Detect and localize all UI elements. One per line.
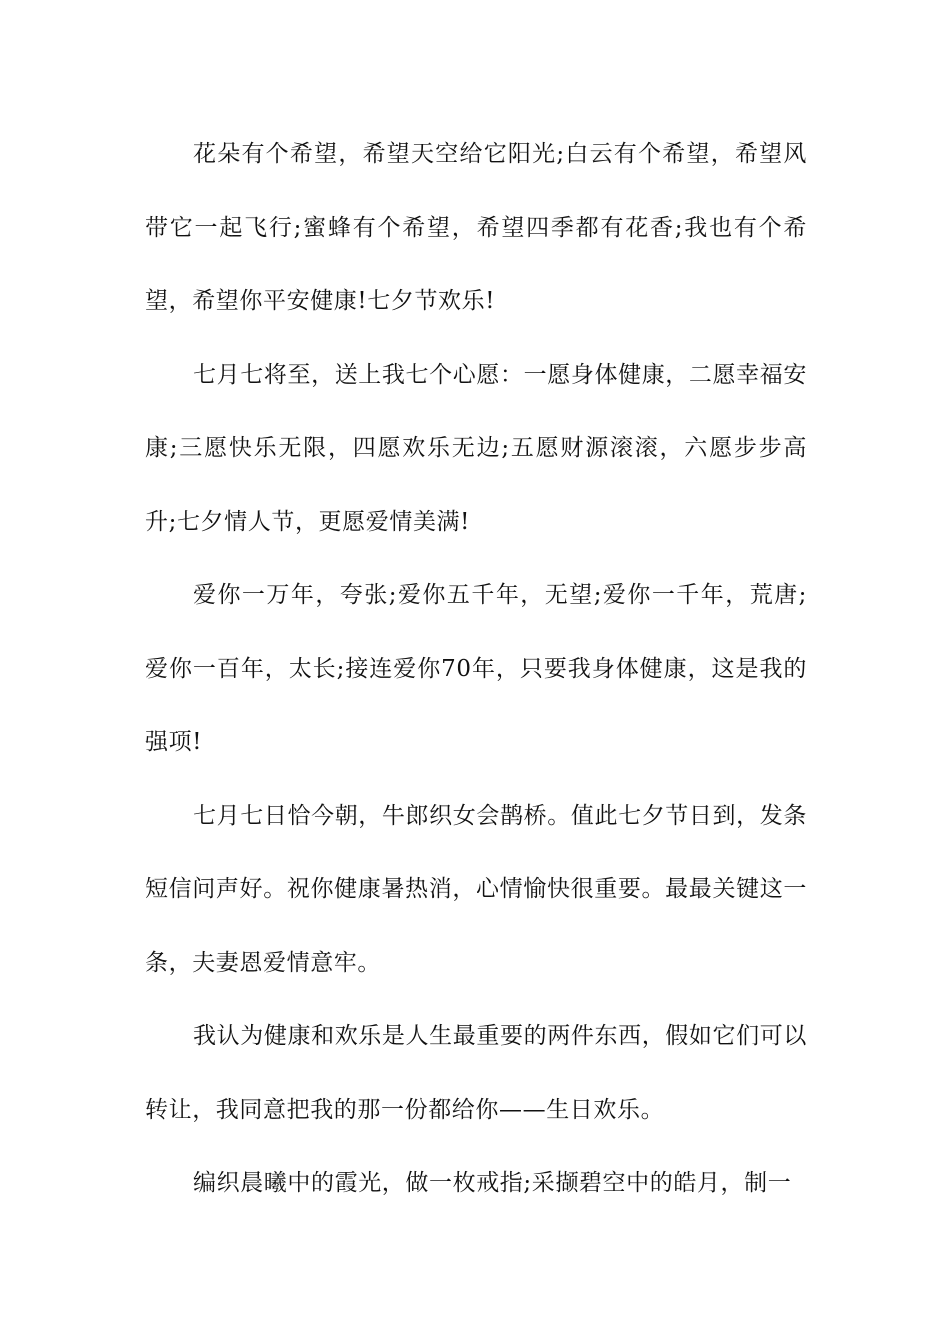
paragraph-2: 七月七将至，送上我七个心愿：一愿身体健康，二愿幸福安康;三愿快乐无限，四愿欢乐无边;五愿财源滚滚，六愿步步高升;七夕情人节，更愿爱情美满! bbox=[145, 361, 807, 535]
paragraph-1: 花朵有个希望，希望天空给它阳光;白云有个希望，希望风带它一起飞行;蜜蜂有个希望，希望四季都有花香;我也有个希望，希望你平安健康!七夕节欢乐! bbox=[145, 141, 807, 314]
paragraph-6: 编织晨曦中的霞光，做一枚戒指;采撷碧空中的皓月，制一 bbox=[193, 1170, 792, 1196]
document-body bbox=[145, 118, 807, 1221]
paragraph-3: 爱你一万年，夸张;爱你五千年，无望;爱你一千年，荒唐;爱你一百年，太长;接连爱你70年，只要我身体健康，这是我的强项! bbox=[145, 582, 807, 755]
paragraph-5: 我认为健康和欢乐是人生最重要的两件东西，假如它们可以转让，我同意把我的那一份都给你——生日欢乐。 bbox=[145, 1023, 807, 1123]
paragraph-4: 七月七日恰今朝，牛郎织女会鹊桥。值此七夕节日到，发条短信问声好。祝你健康暑热消，心情愉快很重要。最最关键这一条，夫妻恩爱情意牢。 bbox=[145, 802, 807, 976]
